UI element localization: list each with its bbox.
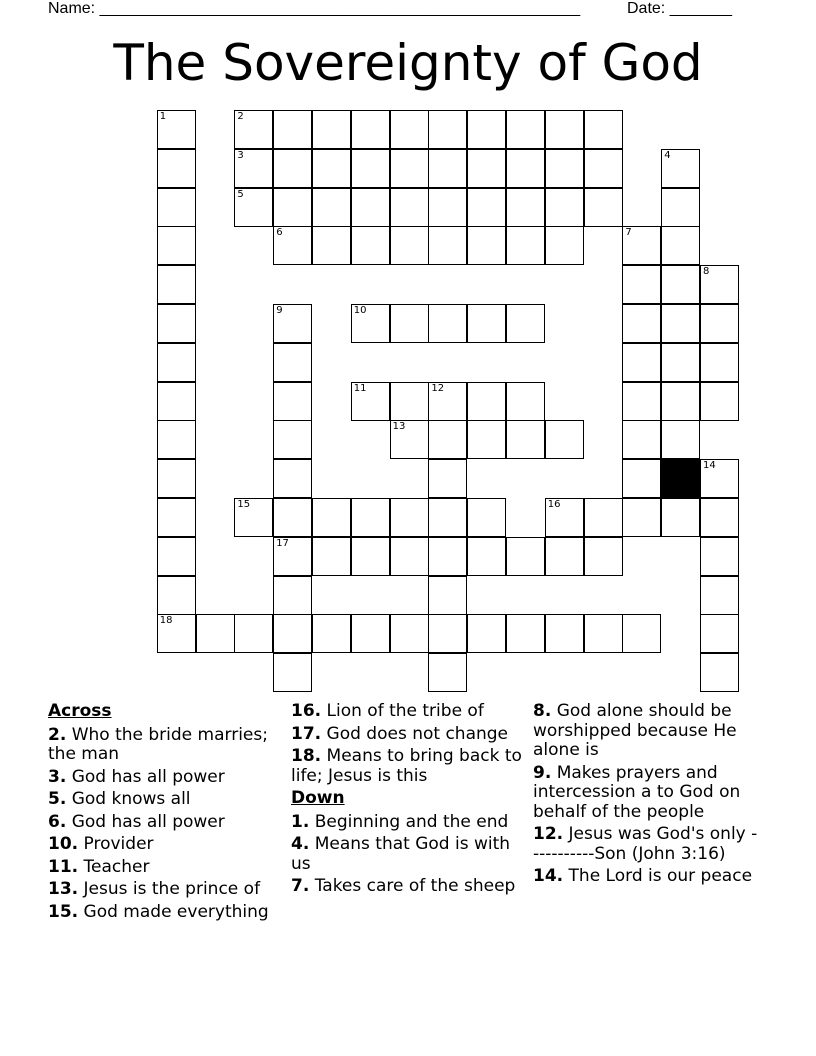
clue-item	[48, 835, 278, 855]
grid-cell[interactable]	[467, 382, 506, 421]
clue-number: 3.	[48, 766, 67, 787]
clue-item	[291, 725, 523, 745]
grid-cell[interactable]	[273, 188, 312, 227]
grid-cell[interactable]	[312, 226, 351, 265]
grid-cell[interactable]	[390, 149, 429, 188]
grid-cell[interactable]	[390, 420, 429, 459]
clue-item	[48, 813, 278, 833]
grid-cell[interactable]	[584, 149, 623, 188]
clue-number: 13.	[48, 879, 79, 899]
grid-cell[interactable]	[467, 226, 506, 265]
grid-cell[interactable]	[312, 498, 351, 537]
grid-cell[interactable]	[428, 614, 467, 653]
grid-cell[interactable]	[622, 382, 661, 421]
grid-cell[interactable]	[622, 343, 661, 382]
name-line: Name: ______________________________________________________	[48, 0, 581, 17]
clue-number: 14	[703, 460, 716, 472]
clue-number: 17.	[291, 723, 322, 744]
grid-cell[interactable]	[428, 304, 467, 343]
clue-text: God does not change	[321, 723, 509, 744]
grid-cell[interactable]	[545, 420, 584, 459]
clue-number: 11.	[48, 856, 79, 877]
grid-cell[interactable]	[622, 265, 661, 304]
grid-cell[interactable]	[428, 226, 467, 265]
clue-text: Takes care of the sheep	[309, 876, 516, 896]
grid-cell[interactable]	[390, 614, 429, 653]
across-heading: Across	[48, 701, 112, 721]
grid-cell[interactable]	[506, 149, 545, 188]
grid-cell[interactable]	[157, 498, 196, 537]
grid-cell[interactable]	[700, 614, 739, 653]
across-clue-list-cont	[291, 702, 523, 786]
grid-cell[interactable]	[545, 614, 584, 653]
clue-item	[48, 858, 278, 878]
clue-item	[48, 880, 278, 900]
grid-cell[interactable]	[467, 537, 506, 576]
grid-cell[interactable]	[390, 537, 429, 576]
clue-number: 9	[276, 305, 283, 316]
grid-cell[interactable]	[273, 304, 312, 343]
grid-cell[interactable]	[390, 226, 429, 265]
grid-cell[interactable]	[312, 149, 351, 188]
clue-number: 18.	[291, 746, 322, 766]
clue-number: 9.	[533, 762, 552, 783]
clue-number: 8	[703, 266, 710, 278]
grid-cell[interactable]	[390, 498, 429, 537]
grid-cell[interactable]	[584, 614, 623, 653]
clue-text: God has all power	[66, 811, 225, 832]
grid-cell[interactable]	[661, 226, 700, 265]
grid-cell[interactable]	[428, 110, 467, 149]
grid-cell[interactable]	[351, 614, 390, 653]
grid-cell[interactable]	[157, 226, 196, 265]
grid-cell[interactable]	[467, 304, 506, 343]
clue-number: 12	[431, 382, 445, 394]
grid-cell[interactable]	[661, 149, 700, 188]
grid-cell[interactable]	[157, 382, 196, 421]
grid-cell[interactable]	[584, 110, 623, 149]
grid-cell[interactable]	[234, 188, 273, 227]
grid-cell[interactable]	[428, 149, 467, 188]
grid-cell[interactable]	[157, 420, 196, 459]
grid-cell[interactable]	[234, 498, 273, 537]
grid-cell[interactable]	[157, 343, 196, 382]
grid-cell[interactable]	[157, 188, 196, 227]
grid-cell[interactable]	[273, 653, 312, 692]
clues-column-1	[48, 702, 278, 925]
clue-number: 10.	[48, 834, 79, 854]
clue-number: 16	[547, 499, 561, 510]
clue-item	[533, 867, 763, 887]
grid-cell[interactable]	[700, 343, 739, 382]
grid-cell[interactable]	[273, 576, 312, 615]
grid-cell[interactable]	[428, 420, 467, 459]
grid-cell[interactable]	[661, 188, 700, 227]
grid-cell[interactable]	[506, 420, 545, 459]
clue-number: 7	[625, 227, 632, 239]
clue-text: Means that God is with us	[291, 834, 511, 874]
grid-cell[interactable]	[351, 226, 390, 265]
grid-cell[interactable]	[467, 614, 506, 653]
grid-cell[interactable]	[390, 188, 429, 227]
clue-text: God has all power	[66, 766, 225, 787]
across-clue-list	[48, 726, 278, 923]
grid-cell[interactable]	[157, 265, 196, 304]
grid-cell[interactable]	[428, 653, 467, 692]
grid-cell[interactable]	[351, 149, 390, 188]
grid-cell[interactable]	[700, 265, 739, 304]
clue-text: Lion of the tribe of	[321, 701, 484, 721]
clue-number: 16.	[291, 701, 322, 721]
clue-number: 7.	[291, 876, 310, 896]
grid-cell[interactable]	[273, 382, 312, 421]
grid-cell[interactable]	[661, 265, 700, 304]
grid-cell[interactable]	[506, 382, 545, 421]
grid-cell[interactable]	[273, 110, 312, 149]
clue-number: 12.	[533, 824, 564, 844]
grid-cell[interactable]	[428, 537, 467, 576]
grid-cell[interactable]	[584, 537, 623, 576]
grid-cell[interactable]	[157, 459, 196, 498]
grid-cell[interactable]	[506, 614, 545, 653]
grid-cell[interactable]	[622, 420, 661, 459]
clue-number: 10	[353, 305, 367, 316]
grid-cell[interactable]	[506, 188, 545, 227]
clue-number: 14.	[533, 866, 564, 886]
grid-cell[interactable]	[622, 614, 661, 653]
clue-text: God made everything	[78, 901, 269, 922]
grid-cell[interactable]	[428, 459, 467, 498]
clue-item	[48, 790, 278, 810]
grid-cell[interactable]	[157, 614, 196, 653]
grid-cell[interactable]	[390, 304, 429, 343]
grid-cell[interactable]	[467, 420, 506, 459]
grid-cell[interactable]	[467, 188, 506, 227]
clues-column-2	[291, 702, 523, 900]
clue-text: Teacher	[78, 856, 150, 877]
grid-cell[interactable]	[157, 304, 196, 343]
puzzle-title: The Sovereignty of God	[113, 34, 703, 92]
clue-number: 4	[664, 149, 671, 161]
grid-cell[interactable]	[584, 498, 623, 537]
grid-cell[interactable]	[700, 653, 739, 692]
clue-item	[48, 903, 278, 923]
grid-cell[interactable]	[351, 188, 390, 227]
clue-number: 2.	[48, 724, 67, 745]
clue-number: 17	[276, 537, 289, 549]
grid-cell[interactable]	[312, 110, 351, 149]
clue-number: 3	[237, 149, 244, 161]
grid-cell[interactable]	[273, 459, 312, 498]
grid-cell[interactable]	[622, 459, 661, 498]
clue-number: 5.	[48, 789, 67, 809]
grid-cell[interactable]	[273, 420, 312, 459]
grid-cell[interactable]	[273, 226, 312, 265]
clue-number: 11	[353, 382, 367, 394]
clue-text: Who the bride marries; the man	[48, 724, 268, 764]
grid-cell[interactable]	[390, 382, 429, 421]
grid-cell[interactable]	[661, 343, 700, 382]
grid-cell[interactable]	[157, 537, 196, 576]
grid-cell[interactable]	[312, 188, 351, 227]
grid-cell[interactable]	[312, 537, 351, 576]
clue-text: God alone should be worshipped because He alone is	[533, 701, 737, 760]
grid-cell[interactable]	[351, 110, 390, 149]
grid-cell[interactable]	[351, 304, 390, 343]
grid-cell[interactable]	[506, 226, 545, 265]
black-cell	[661, 459, 700, 498]
clue-number: 15.	[48, 901, 79, 922]
clue-number: 4.	[291, 834, 310, 854]
grid-cell[interactable]	[661, 498, 700, 537]
grid-cell[interactable]	[312, 614, 351, 653]
down-clue-list	[291, 813, 523, 897]
clue-item	[48, 768, 278, 788]
grid-cell[interactable]	[545, 226, 584, 265]
grid-cell[interactable]	[157, 576, 196, 615]
clue-item	[291, 877, 523, 897]
grid-cell[interactable]	[273, 149, 312, 188]
grid-cell[interactable]	[234, 614, 273, 653]
clue-number: 1	[159, 111, 167, 122]
clue-item	[291, 835, 523, 874]
grid-cell[interactable]	[506, 110, 545, 149]
grid-cell[interactable]	[622, 304, 661, 343]
grid-cell[interactable]	[622, 498, 661, 537]
clue-number: 2	[237, 111, 244, 122]
clue-item	[291, 747, 523, 786]
grid-cell[interactable]	[428, 576, 467, 615]
grid-cell[interactable]	[545, 188, 584, 227]
grid-cell[interactable]	[234, 149, 273, 188]
grid-cell[interactable]	[506, 304, 545, 343]
clue-number: 15	[237, 499, 251, 510]
clue-number: 1.	[291, 811, 310, 832]
clue-text: Jesus was God's only -----------Son (John 3:16)	[533, 824, 758, 864]
grid-cell[interactable]	[700, 304, 739, 343]
grid-cell[interactable]	[661, 420, 700, 459]
grid-cell[interactable]	[390, 110, 429, 149]
clue-item	[533, 702, 763, 761]
grid-cell[interactable]	[584, 188, 623, 227]
grid-cell[interactable]	[467, 149, 506, 188]
grid-cell[interactable]	[545, 537, 584, 576]
grid-cell[interactable]	[273, 614, 312, 653]
grid-cell[interactable]	[157, 149, 196, 188]
clue-number: 6	[276, 227, 283, 239]
clue-item	[533, 825, 763, 864]
clue-text: God knows all	[66, 789, 191, 809]
clue-item	[48, 726, 278, 765]
grid-cell[interactable]	[545, 149, 584, 188]
clue-number: 8.	[533, 701, 552, 721]
clues-column-3	[533, 702, 763, 890]
grid-cell[interactable]	[700, 459, 739, 498]
grid-cell[interactable]	[157, 110, 196, 149]
grid-cell[interactable]	[273, 498, 312, 537]
grid-cell[interactable]	[700, 382, 739, 421]
clue-text: Jesus is the prince of	[78, 879, 261, 899]
grid-cell[interactable]	[428, 498, 467, 537]
grid-cell[interactable]	[700, 576, 739, 615]
grid-cell[interactable]	[351, 382, 390, 421]
clue-item	[291, 702, 523, 722]
grid-cell[interactable]	[506, 537, 545, 576]
date-line: Date: _______	[627, 0, 732, 17]
grid-cell[interactable]	[545, 110, 584, 149]
clue-text: The Lord is our peace	[563, 866, 753, 886]
down-heading: Down	[291, 788, 345, 808]
grid-cell[interactable]	[661, 304, 700, 343]
grid-cell[interactable]	[428, 382, 467, 421]
clue-text: Means to bring back to life; Jesus is this	[291, 746, 522, 786]
clue-text: Provider	[78, 834, 154, 854]
clue-item	[533, 764, 763, 823]
grid-cell[interactable]	[273, 537, 312, 576]
grid-cell[interactable]	[273, 343, 312, 382]
grid-cell[interactable]	[700, 498, 739, 537]
grid-cell[interactable]	[467, 498, 506, 537]
grid-cell[interactable]	[622, 226, 661, 265]
clue-text: Makes prayers and intercession a to God on behalf of the people	[533, 762, 741, 822]
clue-number: 5	[237, 188, 244, 200]
clue-text: Beginning and the end	[309, 811, 509, 832]
clue-number: 18	[159, 615, 173, 627]
grid-cell[interactable]	[351, 498, 390, 537]
grid-cell[interactable]	[700, 537, 739, 576]
grid-cell[interactable]	[467, 110, 506, 149]
clue-number: 13	[392, 421, 406, 433]
down-clue-list-cont	[533, 702, 763, 887]
grid-cell[interactable]	[196, 614, 235, 653]
grid-cell[interactable]	[428, 188, 467, 227]
grid-cell[interactable]	[351, 537, 390, 576]
grid-cell[interactable]	[234, 110, 273, 149]
clue-item	[291, 813, 523, 833]
grid-cell[interactable]	[661, 382, 700, 421]
grid-cell[interactable]	[545, 498, 584, 537]
clue-number: 6.	[48, 811, 67, 832]
